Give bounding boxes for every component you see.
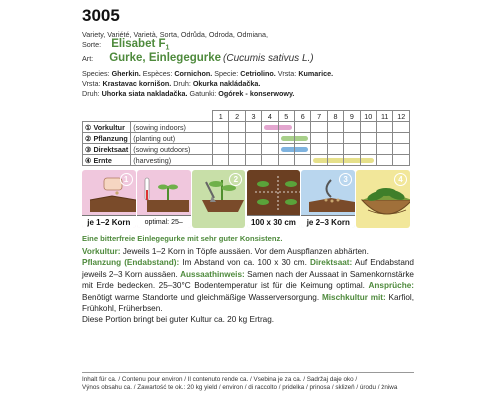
footer-line-1: Inhalt für ca. / Contenu pour environ / Il contenuto rende ca. / Vsebina je za ca. / Sadržaj daje oko / <box>82 376 358 383</box>
month-header: 5 <box>278 111 294 122</box>
activity-number: ② <box>85 133 92 143</box>
growing-instructions <box>82 246 414 326</box>
gatunki-label: Gatunki: <box>189 89 217 98</box>
month-cell <box>360 133 376 144</box>
calendar-activity <box>83 133 131 144</box>
step-number-badge: 2 <box>229 173 242 186</box>
month-cell <box>393 133 410 144</box>
ansprueche-text: Benötigt warme Standorte und gleichmäßige Wasserversorgung. <box>82 292 322 302</box>
step-panel <box>82 170 136 228</box>
season-bar <box>295 147 308 152</box>
activity-number: ④ <box>85 155 92 165</box>
month-cell <box>213 122 229 133</box>
month-cell <box>229 155 245 166</box>
month-cell <box>344 155 360 166</box>
month-cell <box>262 144 278 155</box>
calendar-activity <box>83 144 131 155</box>
variety-row <box>82 40 169 52</box>
vrsta2-label: Vrsta: <box>82 79 101 88</box>
calendar-row <box>83 133 410 144</box>
month-cell <box>213 144 229 155</box>
month-cell <box>262 133 278 144</box>
season-bar <box>313 158 326 163</box>
month-cell <box>311 155 327 166</box>
footer-divider <box>82 372 414 373</box>
aussaat-text: Samen nach der Aussaat in Samenkornstärke mit Erde bedecken. 25–30°C Bodentemperatur ist für die Keimung optimal. <box>82 269 414 291</box>
season-bar <box>281 147 294 152</box>
month-cell <box>327 144 343 155</box>
activity-english: (planting out) <box>131 133 213 144</box>
step-panel <box>192 170 246 228</box>
step-number-badge: 3 <box>339 173 352 186</box>
month-cell <box>278 122 294 133</box>
month-cell <box>229 122 245 133</box>
month-cell <box>245 122 261 133</box>
month-header: 8 <box>327 111 343 122</box>
month-cell <box>311 144 327 155</box>
month-header: 2 <box>229 111 245 122</box>
step-caption: je 2–3 Korn <box>301 215 355 228</box>
season-bar <box>361 158 374 163</box>
month-header: 11 <box>377 111 393 122</box>
ansprueche-heading: Ansprüche: <box>368 281 414 291</box>
vorkultur-heading: Vorkultur: <box>82 247 121 256</box>
month-header: 12 <box>393 111 410 122</box>
month-cell <box>393 144 410 155</box>
aussaat-heading: Aussaathinweis: <box>180 269 245 279</box>
month-cell <box>295 155 311 166</box>
pflanzung-text: Im Abstand von ca. 100 x 30 cm. <box>179 258 310 268</box>
month-cell <box>393 155 410 166</box>
step-panel <box>137 170 191 228</box>
month-cell <box>213 155 229 166</box>
species-value: Gherkin. <box>111 69 141 78</box>
month-cell <box>213 133 229 144</box>
month-cell <box>377 122 393 133</box>
vrsta-value: Kumarice. <box>298 69 334 78</box>
druh2-value: Uhorka siata nakladačka. <box>101 89 188 98</box>
month-header: 9 <box>344 111 360 122</box>
month-cell <box>360 155 376 166</box>
species-line-2 <box>82 79 260 88</box>
month-cell <box>377 155 393 166</box>
calendar-activity <box>83 122 131 133</box>
activity-name: Vorkultur <box>93 122 125 132</box>
activity-english: (harvesting) <box>131 155 213 166</box>
activity-english: (sowing indoors) <box>131 122 213 133</box>
month-cell <box>344 144 360 155</box>
calendar-row <box>83 122 410 133</box>
variety-languages: Variety, Variété, Varietà, Sorta, Odrůda, Odroda, Odmiana, <box>82 30 269 39</box>
especes-label: Espèces: <box>142 69 173 78</box>
druh-label: Druh: <box>173 79 191 88</box>
step-number-badge: 1 <box>120 173 133 186</box>
season-bar <box>264 125 277 130</box>
product-code: 3005 <box>82 6 120 25</box>
season-bar <box>279 125 292 130</box>
direktsaat-heading: Direktsaat: <box>309 258 353 268</box>
footer-line-2: Výnos obsahu ca. / Zawartość te ok.: 20 kg yield / environ / di raccolto / pridelka / prinosa / sklizeň / úrodu / żniwa <box>82 384 398 391</box>
step-number-badge: 4 <box>394 173 407 186</box>
calendar-row <box>83 155 410 166</box>
month-header: 10 <box>360 111 376 122</box>
variety-sub: 1 <box>165 44 170 52</box>
calendar-activity <box>83 155 131 166</box>
specie-value: Cetriolino. <box>240 69 276 78</box>
calendar-row <box>83 144 410 155</box>
month-cell <box>229 133 245 144</box>
sorte-label: Sorte: <box>82 40 102 49</box>
month-cell <box>377 144 393 155</box>
month-cell <box>245 155 261 166</box>
footer <box>82 376 422 392</box>
month-cell <box>229 144 245 155</box>
month-cell <box>327 155 343 166</box>
step-panel <box>301 170 355 228</box>
activity-number: ③ <box>85 144 92 154</box>
month-header: 1 <box>213 111 229 122</box>
calendar-header-row <box>83 111 410 122</box>
season-bar <box>328 158 343 163</box>
month-cell <box>262 122 278 133</box>
direktsaat-text: Auf Endabstand jeweils 2–3 Korn aussäen. <box>82 258 414 279</box>
month-cell <box>278 155 294 166</box>
step-caption: 100 x 30 cm <box>247 215 301 228</box>
month-cell <box>311 133 327 144</box>
druh-value: Okurka nakládačka. <box>192 79 261 88</box>
art-name: Gurke, Einlegegurke <box>109 52 222 64</box>
month-cell <box>344 133 360 144</box>
month-cell <box>295 133 311 144</box>
activity-number: ① <box>85 122 92 132</box>
planting-illustration-icon <box>137 170 191 220</box>
mischkultur-text: Karfiol, Frühkohl, Früherbsen. <box>82 292 414 314</box>
month-cell <box>278 144 294 155</box>
month-cell <box>295 144 311 155</box>
month-cell <box>327 122 343 133</box>
season-bar <box>281 136 294 141</box>
month-header: 3 <box>245 111 261 122</box>
mischkultur-heading: Mischkultur mit: <box>321 292 386 302</box>
month-cell <box>360 122 376 133</box>
month-cell <box>393 122 410 133</box>
portion-yield: Diese Portion bringt bei guter Kultur ca. 20 kg Ertrag. <box>82 315 275 325</box>
planting-illustration-icon <box>247 170 301 220</box>
month-cell <box>327 133 343 144</box>
month-cell <box>245 144 261 155</box>
vorkultur-text: Jeweils 1–2 Korn in Töpfe aussäen. Vor dem Auspflanzen abhärten. <box>120 247 369 256</box>
art-label: Art: <box>82 54 94 63</box>
pflanzung-heading: Pflanzung (Endabstand): <box>82 258 180 268</box>
calendar-corner <box>83 111 213 122</box>
activity-name: Ernte <box>93 155 112 165</box>
vrsta2-value: Krastavac kornišon. <box>102 79 172 88</box>
vrsta-label: Vrsta: <box>277 69 297 78</box>
season-bar <box>344 158 359 163</box>
art-row <box>82 54 314 63</box>
month-cell <box>262 155 278 166</box>
especes-value: Cornichon. <box>174 69 213 78</box>
variety-name: Elisabet F <box>111 38 166 50</box>
growing-steps <box>82 170 410 228</box>
season-bar <box>295 136 308 141</box>
month-header: 7 <box>311 111 327 122</box>
variety-description: Eine bitterfreie Einlegegurke mit sehr guter Konsistenz. <box>82 234 283 243</box>
specie-label: Specie: <box>214 69 239 78</box>
step-panel <box>247 170 301 228</box>
activity-name: Pflanzung <box>93 133 128 143</box>
month-cell <box>377 133 393 144</box>
month-cell <box>360 144 376 155</box>
month-cell <box>278 133 294 144</box>
druh2-label: Druh: <box>82 89 100 98</box>
sowing-calendar <box>82 110 410 166</box>
step-panel <box>356 170 410 228</box>
month-header: 6 <box>295 111 311 122</box>
month-cell <box>344 122 360 133</box>
species-line-1 <box>82 69 333 78</box>
activity-name: Direktsaat <box>93 144 129 154</box>
step-caption: optimal: 25– <box>137 215 191 228</box>
month-cell <box>295 122 311 133</box>
month-cell <box>311 122 327 133</box>
month-cell <box>245 133 261 144</box>
activity-english: (sowing outdoors) <box>131 144 213 155</box>
step-caption: je 1–2 Korn <box>82 215 136 228</box>
gatunki-value: Ogórek - konserwowy. <box>218 89 295 98</box>
month-header: 4 <box>262 111 278 122</box>
latin-name: (Cucumis sativus L.) <box>223 53 314 64</box>
species-label: Species: <box>82 69 110 78</box>
species-line-3 <box>82 89 294 98</box>
